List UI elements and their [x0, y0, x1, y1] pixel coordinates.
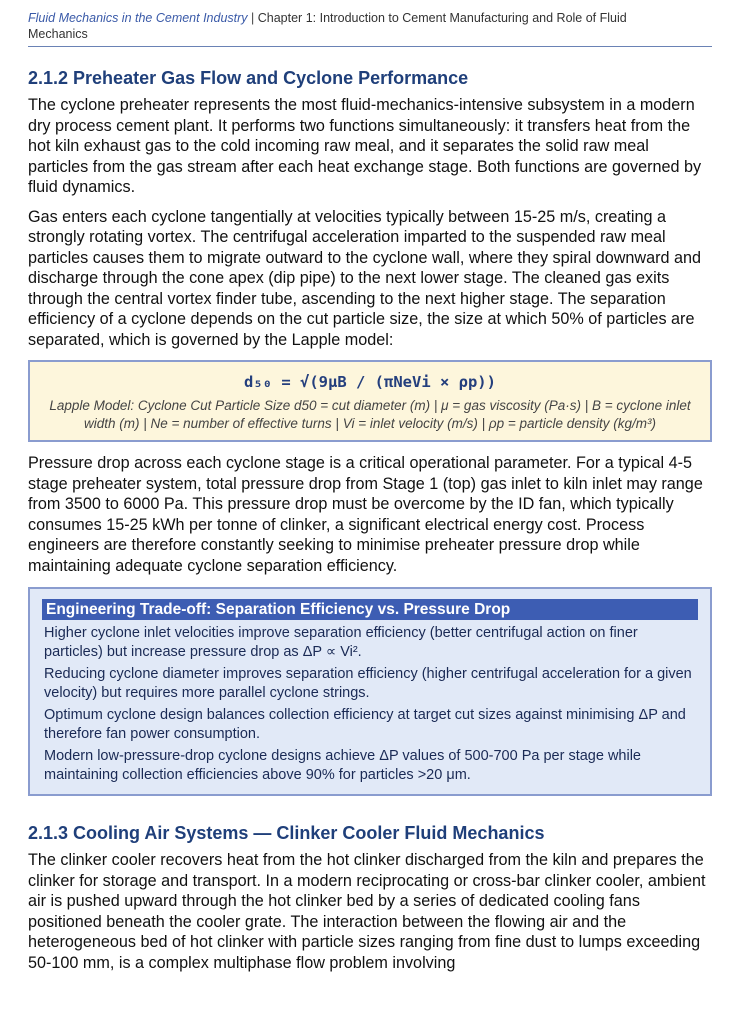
tradeoff-title: Engineering Trade-off: Separation Efficiency vs. Pressure Drop [42, 599, 698, 620]
lapple-formula-caption: Lapple Model: Cyclone Cut Particle Size d50 = cut diameter (m) | μ = gas viscosity (Pa·s) | B = cyclone inlet width (m) | Ne = number of effective turns | Vi = inlet velocity (m/s) | ρp = particle density (kg/m³) [49, 398, 691, 431]
lapple-formula: d₅₀ = √(9μB / (πNeVi × ρp)) [244, 373, 496, 391]
section-213-heading: 2.1.3 Cooling Air Systems — Clinker Cooler Fluid Mechanics [28, 823, 545, 843]
running-header [28, 0, 712, 47]
tradeoff-item: Higher cyclone inlet velocities improve separation efficiency (better centrifugal action on finer particles) but increase pressure drop as ΔP ∝ Vi². [44, 625, 638, 660]
tradeoff-item: Modern low-pressure-drop cyclone designs achieve ΔP values of 500-700 Pa per stage while maintaining collection efficiencies above 90% for particles >20 μm. [44, 748, 641, 783]
header-separator: | [247, 11, 258, 25]
tradeoff-item: Optimum cyclone design balances collection efficiency at target cut sizes against minimising ΔP and therefore fan power consumption. [44, 707, 686, 742]
book-title: Fluid Mechanics in the Cement Industry [28, 11, 248, 25]
section-212-paragraph-1: The cyclone preheater represents the most fluid-mechanics-intensive subsystem in a modern dry process cement plant. It performs two functions simultaneously: it transfers heat from the hot kiln exhaust gas to the cold incoming raw meal, and it separates the solid raw meal particles from the gas stream after each heat exchange stage. Both functions are governed by fluid dynamics. [28, 96, 702, 196]
lapple-formula-box [28, 360, 712, 442]
tradeoff-callout-box [28, 587, 712, 796]
section-212-paragraph-3: Pressure drop across each cyclone stage is a critical operational parameter. For a typical 4-5 stage preheater system, total pressure drop from Stage 1 (top) gas inlet to kiln inlet may range from 3500 to 6000 Pa. This pressure drop must be overcome by the ID fan, which typically consumes 15-25 kWh per tonne of clinker, a significant electrical energy cost. Process engineers are therefore constantly seeking to minimise preheater pressure drop while maintaining adequate cyclone separation efficiency. [28, 454, 703, 575]
chapter-title-line1: Chapter 1: Introduction to Cement Manufacturing and Role of Fluid [257, 11, 627, 25]
chapter-title-line2: Mechanics [28, 27, 88, 41]
tradeoff-item: Reducing cyclone diameter improves separation efficiency (higher centrifugal acceleration for a given velocity) but requires more parallel cyclone strings. [44, 666, 692, 701]
section-213-paragraph-1: The clinker cooler recovers heat from the hot clinker discharged from the kiln and prepares the clinker for storage and transport. In a modern reciprocating or cross-bar clinker cooler, ambient air is pushed upward through the hot clinker bed by a series of dedicated cooling fans positioned beneath the cooler grate. The interaction between the flowing air and the heterogeneous bed of hot clinker with particle sizes ranging from fine dust to lumps exceeding 50-100 mm, is a complex multiphase flow problem involving [28, 851, 706, 972]
section-212-heading: 2.1.2 Preheater Gas Flow and Cyclone Performance [28, 68, 469, 88]
document-page [28, 0, 712, 973]
section-212-paragraph-2: Gas enters each cyclone tangentially at velocities typically between 15-25 m/s, creating a strongly rotating vortex. The centrifugal acceleration imparted to the suspended raw meal particles causes them to migrate outward to the cyclone wall, where they spiral downward and discharge through the cone apex (dip pipe) to the next lower stage. The cleaned gas exits through the central vortex finder tube, ascending to the next higher stage. The separation efficiency of a cyclone depends on the cut particle size, the size at which 50% of particles are separated, which is governed by the Lapple model: [28, 207, 702, 349]
